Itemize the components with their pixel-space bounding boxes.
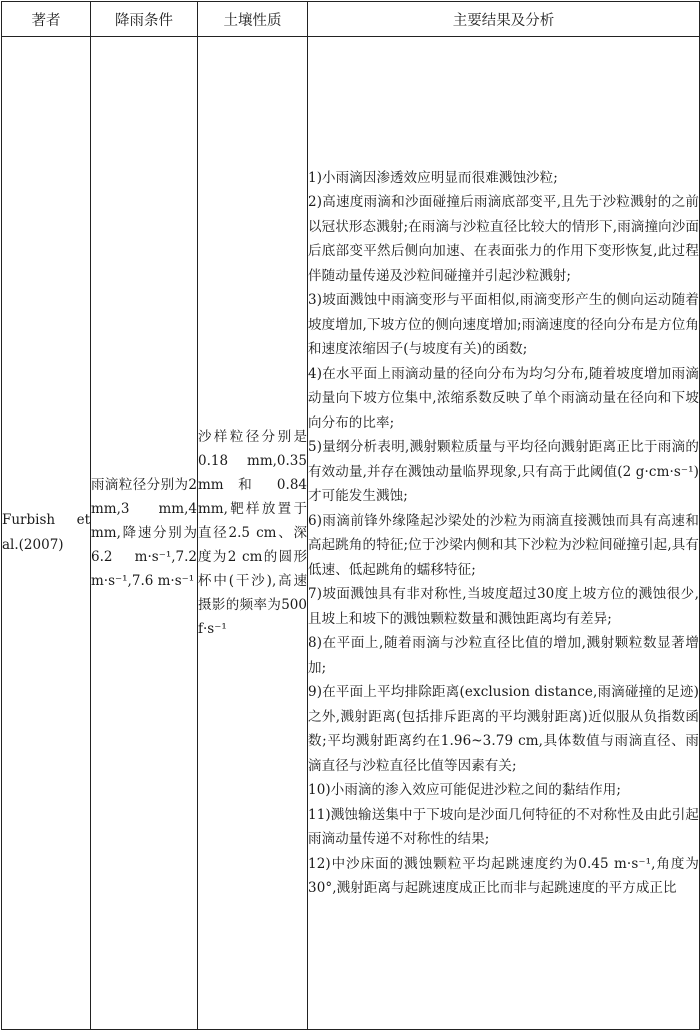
result-item-11: 11)溅蚀输送集中于下坡向是沙面几何特征的不对称性及由此引起雨滴动量传递不对称性的结果; (308, 806, 699, 847)
cell-author: Furbish et al.(2007) (2, 37, 91, 1030)
header-row (2, 2, 700, 37)
header-author: 著者 (2, 2, 91, 37)
table-row (2, 37, 700, 1030)
result-item-3: 3)坡面溅蚀中雨滴变形与平面相似,雨滴变形产生的侧向运动随着坡度增加,下坡方位的侧向速度增加;雨滴速度的径向分布是方位角和速度浓缩因子(与坡度有关)的函数; (308, 292, 699, 357)
header-soil-properties: 土壤性质 (198, 2, 308, 37)
header-main-results: 主要结果及分析 (308, 2, 700, 37)
result-item-10: 10)小雨滴的渗入效应可能促进沙粒之间的黏结作用; (308, 782, 621, 798)
cell-rain-conditions: 雨滴粒径分别为2 mm,3 mm,4 mm,降速分别为6.2 m·s⁻¹,7.2 m·s⁻¹,7.6 m·s⁻¹ (91, 37, 198, 1030)
result-item-12: 12)中沙床面的溅蚀颗粒平均起跳速度约为0.45 m·s⁻¹,角度为30°,溅射距离与起跳速度成正比而非与起跳速度的平方成正比 (308, 855, 699, 896)
result-item-2: 2)高速度雨滴和沙面碰撞后雨滴底部变平,且先于沙粒溅射的之前以冠状形态溅射;在雨滴与沙粒直径比较大的情形下,雨滴撞向沙面后底部变平然后侧向加速、在表面张力的作用下变形恢复,此过程伴随动量传递及沙粒间碰撞并引起沙粒溅射; (308, 194, 699, 284)
header-rain-conditions: 降雨条件 (91, 2, 198, 37)
result-item-8: 8)在平面上,随着雨滴与沙粒直径比值的增加,溅射颗粒数显著增加; (308, 635, 699, 676)
cell-main-results (308, 37, 700, 1030)
result-item-1: 1)小雨滴因渗透效应明显而很难溅蚀沙粒; (308, 169, 558, 186)
result-item-4: 4)在水平面上雨滴动量的径向分布为均匀分布,随着坡度增加雨滴动量向下坡方位集中,浓缩系数反映了单个雨滴动量在径向和下坡向分布的比率; (308, 365, 699, 431)
result-item-5: 5)量纲分析表明,溅射颗粒质量与平均径向溅射距离正比于雨滴的有效动量,并存在溅蚀动量临界现象,只有高于此阈值(2 g·cm·s⁻¹)才可能发生溅蚀; (308, 439, 699, 504)
research-table (1, 1, 700, 1030)
cell-soil-properties: 沙样粒径分别是 0.18 mm,0.35 mm 和 0.84 mm,靶样放置于直径2.5 cm、深度为2 cm的圆形杯中(干沙),高速摄影的频率为500 f·s⁻¹ (198, 37, 308, 1030)
result-item-6: 6)雨滴前锋外缘隆起沙梁处的沙粒为雨滴直接溅蚀而具有高速和高起跳角的特征;位于沙梁内侧和其下沙粒为沙粒间碰撞引起,具有低速、低起跳角的蠕移特征; (308, 512, 699, 578)
result-item-9: 9)在平面上平均排除距离(exclusion distance,雨滴碰撞的足迹)之外,溅射距离(包括排斥距离的平均溅射距离)近似服从负指数函数;平均溅射距离约在1.96~3.79 cm,具体数值与雨滴直径、雨滴直径与沙粒直径比值等因素有关; (308, 684, 699, 774)
result-item-7: 7)坡面溅蚀具有非对称性,当坡度超过30度上坡方位的溅蚀很少,且坡上和坡下的溅蚀颗粒数量和溅蚀距离均有差异; (308, 586, 699, 627)
